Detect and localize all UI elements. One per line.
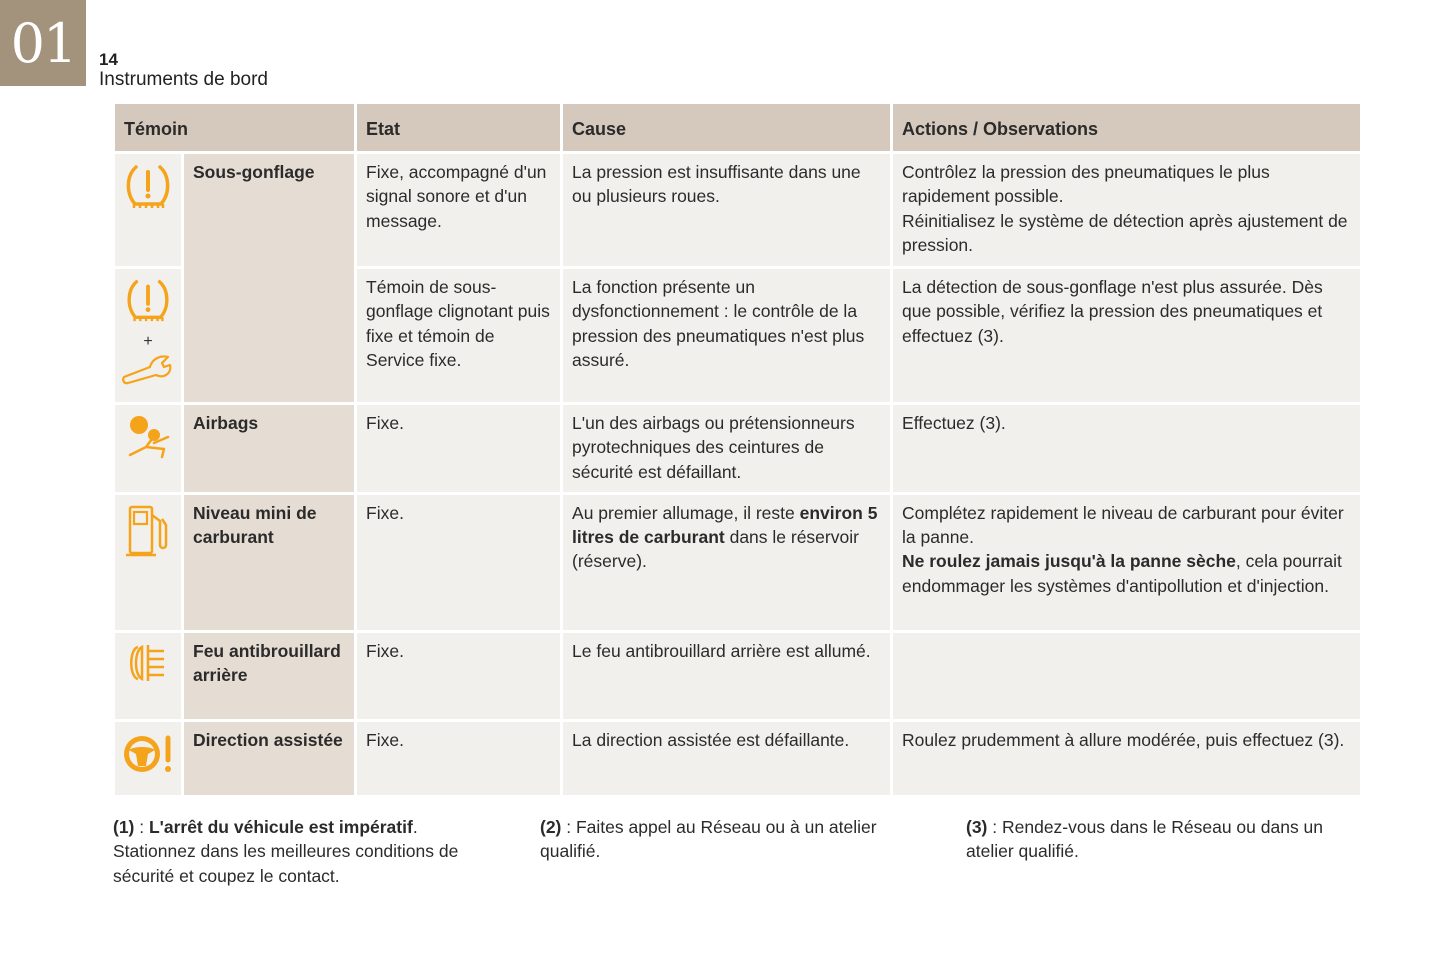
column-header-etat: Etat — [357, 104, 560, 151]
column-header-temoin: Témoin — [115, 104, 354, 151]
cause-cell — [563, 495, 890, 630]
etat-cell: Fixe. — [357, 722, 560, 795]
icon-cell — [115, 722, 181, 795]
column-header-cause: Cause — [563, 104, 890, 151]
table-row — [115, 633, 1360, 719]
icon-cell — [115, 405, 181, 492]
footnote-1 — [113, 815, 513, 888]
tyre-pressure-icon — [123, 277, 173, 325]
footnote-sep: : — [134, 817, 149, 837]
actions-line — [902, 549, 1351, 598]
indicator-name: Niveau mini de carburant — [184, 495, 354, 630]
indicator-name: Feu antibrouillard arrière — [184, 633, 354, 719]
rear-fog-lamp-icon — [124, 641, 172, 685]
etat-cell: Fixe, accompagné d'un signal sonore et d'un message. — [357, 154, 560, 266]
actions-line: Réinitialisez le système de détection après ajustement de pression. — [902, 210, 1348, 255]
actions-cell — [893, 633, 1360, 719]
etat-cell: Fixe. — [357, 495, 560, 630]
etat-cell: Fixe. — [357, 633, 560, 719]
actions-cell: Effectuez (3). — [893, 405, 1360, 492]
cause-text: dans le réservoir (réserve). — [572, 527, 859, 572]
indicator-name: Direction assistée — [184, 722, 354, 795]
chapter-number: 01 — [10, 11, 76, 75]
warning-lights-table — [112, 101, 1360, 798]
cause-cell: La fonction présente un dysfonctionnement : le contrôle de la pression des pneumatiques n'est plus assuré. — [563, 269, 890, 402]
actions-line: Complétez rapidement le niveau de carburant pour éviter la panne. — [902, 502, 1344, 548]
indicator-name: Sous-gonflage — [184, 154, 354, 402]
actions-text: , cela pourrait endommager les systèmes d'antipollution et d'injection. — [902, 551, 1342, 596]
footnote-text: : Rendez-vous dans le Réseau ou dans un atelier qualifié. — [966, 817, 1324, 862]
cause-cell: Le feu antibrouillard arrière est allumé. — [563, 633, 890, 719]
cause-cell: La direction assistée est défaillante. — [563, 722, 890, 795]
column-header-actions: Actions / Observations — [893, 104, 1360, 151]
footnote-ref: (3) — [966, 817, 988, 837]
footnote-text: : Faites appel au Réseau ou à un atelier qualifié. — [540, 817, 877, 862]
icon-cell — [115, 154, 181, 266]
fuel-pump-icon — [124, 503, 172, 559]
cause-cell: La pression est insuffisante dans une ou plusieurs roues. — [563, 154, 890, 266]
table-row — [115, 495, 1360, 630]
table-row — [115, 405, 1360, 492]
footnote-3 — [966, 815, 1361, 864]
chapter-tab — [0, 0, 86, 86]
footnote-2 — [540, 815, 930, 864]
table-header-row — [115, 104, 1360, 151]
footnote-text: . — [412, 817, 418, 837]
footnote-ref: (2) — [540, 817, 562, 837]
tyre-pressure-icon — [123, 162, 173, 212]
actions-cell: La détection de sous-gonflage n'est plus assurée. Dès que possible, vérifiez la pression des pneumatiques et effectuez (3). — [893, 269, 1360, 402]
table-row — [115, 722, 1360, 795]
cause-cell: L'un des airbags ou prétensionneurs pyrotechniques des ceintures de sécurité est défaillant. — [563, 405, 890, 492]
icon-cell — [115, 633, 181, 719]
footnote-bold-text: L'arrêt du véhicule est impératif — [148, 817, 413, 837]
icon-cell — [115, 269, 181, 402]
section-title: Instruments de bord — [99, 69, 268, 90]
actions-bold-text: Ne roulez jamais jusqu'à la panne sèche — [902, 551, 1236, 572]
table-row — [115, 154, 1360, 266]
actions-cell: Roulez prudemment à allure modérée, puis effectuez (3). — [893, 722, 1360, 795]
actions-line: Contrôlez la pression des pneumatiques le plus rapidement possible. — [902, 162, 1270, 207]
cause-bold-text: environ 5 litres de carburant — [572, 502, 878, 548]
footnote-text: Stationnez dans les meilleures conditions de sécurité et coupez le contact. — [113, 841, 459, 886]
etat-cell: Fixe. — [357, 405, 560, 492]
icon-cell — [115, 495, 181, 630]
airbag-icon — [124, 413, 172, 461]
power-steering-icon — [120, 730, 176, 778]
actions-cell — [893, 154, 1360, 266]
cause-text: Au premier allumage, il reste — [572, 502, 800, 523]
service-wrench-icon — [120, 353, 176, 385]
page-number: 14 — [99, 50, 118, 69]
etat-cell: Témoin de sous-gonflage clignotant puis fixe et témoin de Service fixe. — [357, 269, 560, 402]
actions-cell — [893, 495, 1360, 630]
footnote-ref: (1) — [113, 817, 135, 837]
plus-sign: + — [143, 333, 153, 351]
indicator-name: Airbags — [184, 405, 354, 492]
